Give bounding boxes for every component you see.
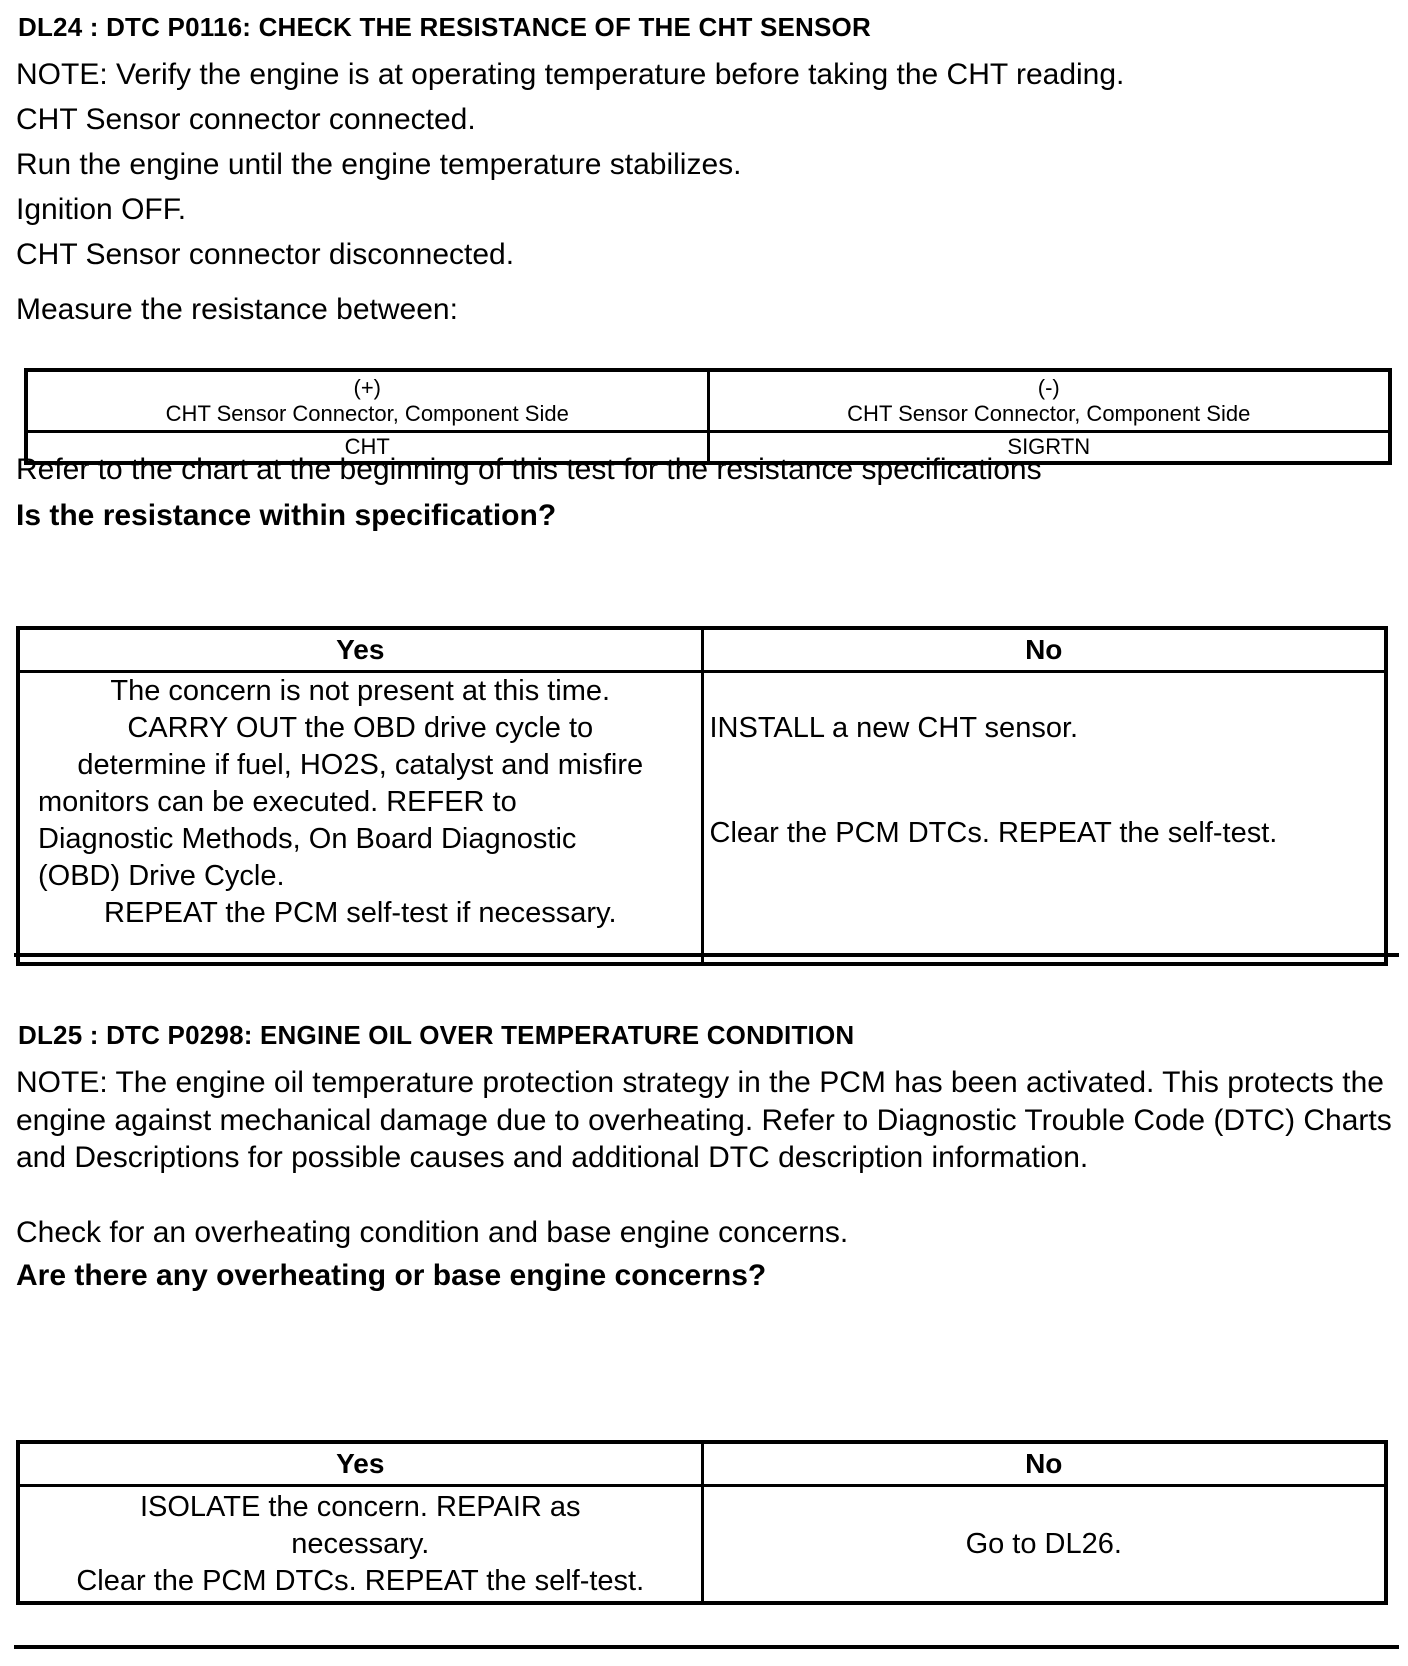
no-action — [702, 672, 1386, 965]
positive-pin: CHT — [26, 432, 708, 464]
yes-line: ISOLATE the concern. REPAIR as — [139, 1490, 581, 1523]
yes-line: REPEAT the PCM self-test if necessary. — [104, 897, 617, 929]
dl24-title: DL24 : DTC P0116: CHECK THE RESISTANCE OF THE CHT SENSOR — [18, 12, 871, 42]
dl24-step: Run the engine until the engine temperature stabilizes. — [16, 148, 742, 181]
no-header: No — [702, 628, 1386, 672]
yes-action — [18, 1486, 702, 1604]
yes-line: determine if fuel, HO2S, catalyst and misfire — [77, 749, 644, 781]
no-line: Clear the PCM DTCs. REPEAT the self-test. — [709, 817, 1278, 849]
dl24-step: Ignition OFF. — [16, 193, 187, 226]
dl24-question: Is the resistance within specification? — [16, 499, 557, 532]
dl25-title: DL25 : DTC P0298: ENGINE OIL OVER TEMPERATURE CONDITION — [18, 1020, 855, 1050]
positive-sign: (+) — [353, 375, 381, 400]
yes-line: The concern is not present at this time. — [110, 675, 611, 707]
yes-action — [18, 672, 702, 965]
measure-col-positive — [26, 370, 708, 432]
dl24-step: CHT Sensor connector disconnected. — [16, 238, 515, 271]
dl25-note: NOTE: The engine oil temperature protection strategy in the PCM has been activated. This protects the engine against mechanical damage due to overheating. Refer to Diagnostic Trouble Code (DTC) Charts and Descriptions for possible causes and additional DTC description information. — [16, 1066, 1392, 1174]
yes-header: Yes — [18, 628, 702, 672]
section-divider — [14, 1645, 1399, 1649]
measure-intro: Measure the resistance between: — [16, 293, 458, 326]
no-action: Go to DL26. — [702, 1486, 1386, 1604]
positive-desc: CHT Sensor Connector, Component Side — [165, 401, 569, 426]
dl25-check: Check for an overheating condition and base engine concerns. — [16, 1216, 849, 1249]
yes-line: necessary. — [291, 1527, 430, 1560]
yes-line: (OBD) Drive Cycle. — [38, 860, 285, 892]
yes-header: Yes — [18, 1442, 702, 1486]
measurement-table — [24, 368, 1392, 465]
yes-line: CARRY OUT the OBD drive cycle to — [127, 712, 594, 744]
dl24-answer-table — [16, 626, 1388, 966]
refer-text: Refer to the chart at the beginning of this test for the resistance specifications — [16, 453, 1042, 486]
yes-line: monitors can be executed. REFER to — [38, 786, 517, 818]
negative-pin: SIGRTN — [708, 432, 1390, 464]
section-divider — [14, 953, 1399, 957]
no-header: No — [702, 1442, 1386, 1486]
negative-sign: (-) — [1037, 375, 1060, 400]
measure-col-negative — [708, 370, 1390, 432]
yes-line: Clear the PCM DTCs. REPEAT the self-test. — [76, 1564, 645, 1597]
dl25-answer-table — [16, 1440, 1388, 1605]
dl25-question: Are there any overheating or base engine concerns? — [16, 1259, 767, 1292]
dl24-step: CHT Sensor connector connected. — [16, 103, 476, 136]
dl24-note: NOTE: Verify the engine is at operating temperature before taking the CHT reading. — [16, 58, 1125, 91]
no-line: INSTALL a new CHT sensor. — [709, 712, 1079, 744]
negative-desc: CHT Sensor Connector, Component Side — [847, 401, 1251, 426]
yes-line: Diagnostic Methods, On Board Diagnostic — [38, 823, 577, 855]
